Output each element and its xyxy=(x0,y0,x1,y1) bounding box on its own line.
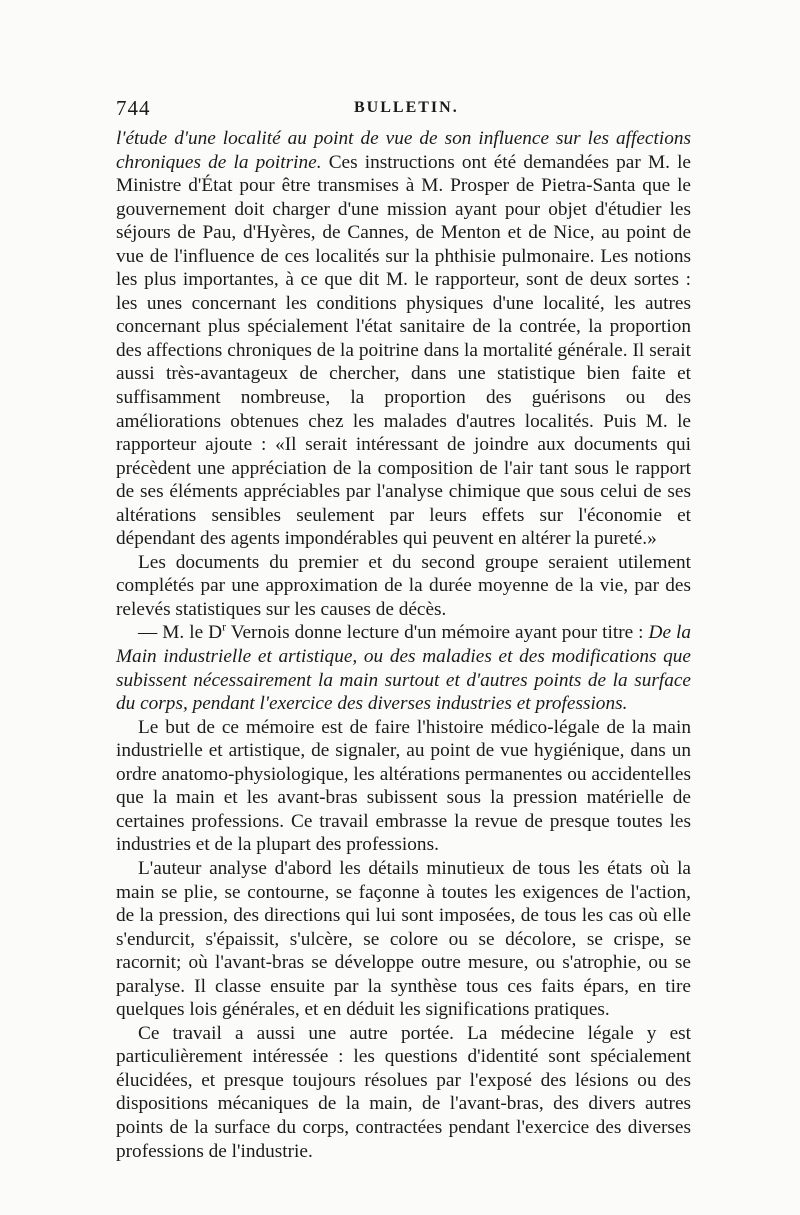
paragraph-documents: Les documents du premier et du second groupe seraient utilement complétés par une approximation de la durée moyenne de la vie, par des relevés statistiques sur les causes de décès. xyxy=(116,551,691,620)
paragraph-scope: Ce travail a aussi une autre portée. La médecine légale y est particulièrement intéressée : les questions d'identité sont spécialement élucidées, et presque toujours résolues par l'exposé des lésions ou des dispositions mécaniques de la main, de l'avant-bras, des divers autres points de la surface du corps, contractées pendant l'exercice des diverses professions de l'industrie. xyxy=(116,1022,691,1162)
body-text xyxy=(116,127,691,1163)
paragraph-vernois xyxy=(116,621,691,715)
memoir-title: De la Main industrielle et artistique, ou des maladies et des modifications que subissent nécessairement la main surtout et d'autres points de la surface du corps, pendant l'exercice des diverses industries et professions. xyxy=(116,622,692,715)
paragraph-analysis: L'auteur analyse d'abord les détails minutieux de tous les états où la main se plie, se contourne, se façonne à toutes les exigences de l'action, de la pression, des directions qui lui sont imposées, de tous les cas où elle s'endurcit, s'épaissit, s'ulcère, se colore ou se décolore, se crispe, se racornit; où l'avant-bras se développe outre mesure, ou s'atrophie, ou se paralyse. Il classe ensuite par la synthèse tous ces faits épars, en tire quelques lois générales, et en déduit les significations pratiques. xyxy=(116,857,691,1021)
superscript: r xyxy=(222,620,227,635)
running-head xyxy=(116,96,688,124)
running-title: BULLETIN. xyxy=(354,99,459,116)
paragraph-continued xyxy=(116,127,691,551)
paragraph-purpose: Le but de ce mémoire est de faire l'histoire médico-légale de la main industrielle et artistique, de signaler, au point de vue hygiénique, dans un ordre anatomo-physiologique, les altérations permanentes ou accidentelles que la main et les avant-bras subissent sous la pression matérielle de certaines professions. Ce travail embrasse la revue de presque toutes les industries et de la plupart des professions. xyxy=(116,716,691,856)
paragraph-text: Ces instructions ont été demandées par M. le Ministre d'État pour être transmises à M. Prosper de Pietra-Santa que le gouvernement doit charger d'une mission ayant pour objet d'étudier les séjours de Pau, d'Hyères, de Cannes, de Menton et de Nice, au point de vue de l'influence de ces localités sur la phthisie pulmonaire. Les notions les plus importantes, à ce que dit M. le rapporteur, sont de deux sortes : les unes concernant les conditions physiques d'une localité, les autres concernant plus spécialement l'état sanitaire de la contrée, la proportion des affections chroniques de la poitrine dans la mortalité générale. Il serait aussi très-avantageux de chercher, dans une statistique bien faite et suffisamment nombreuse, la proportion des guérisons ou des améliorations obtenues chez les malades d'autres localités. Puis M. le rapporteur ajoute : «Il serait intéressant de joindre aux documents qui précèdent une appréciation de la composition de l'air tant sous le rapport de ses éléments appréciables par l'analyse chimique que sous celui de ses altérations sensibles seulement par leurs effets sur l'économie et dépendant des agents impondérables qui peuvent en altérer la pureté.» xyxy=(116,151,691,550)
italic-subject: l'étude d'une localité au point de vue de son influence sur les affections chroniques de la poitrine. xyxy=(116,128,691,173)
intro-text: Vernois donne lecture d'un mémoire ayant pour titre : xyxy=(226,622,649,644)
page-number: 744 xyxy=(116,96,151,120)
dash-lead: — M. le D xyxy=(138,622,223,644)
